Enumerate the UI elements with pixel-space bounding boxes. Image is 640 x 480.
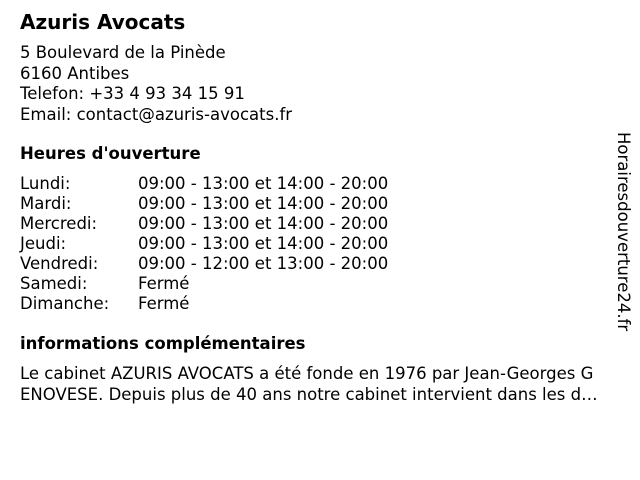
hours-row-monday <box>20 174 388 194</box>
hours-row-tuesday <box>20 194 388 214</box>
hours-row-sunday <box>20 294 388 314</box>
hours-row-wednesday <box>20 214 388 234</box>
hours-day-label: Lundi: <box>20 174 71 193</box>
hours-day-label: Vendredi: <box>20 254 99 273</box>
hours-day-label: Dimanche: <box>20 294 110 313</box>
hours-day-label: Mercredi: <box>20 214 98 233</box>
hours-time-value: Fermé <box>138 274 190 293</box>
site-watermark: Horairesdouverture24.fr <box>614 132 633 332</box>
additional-info-heading: informations complémentaires <box>20 334 306 353</box>
hours-day-label: Jeudi: <box>20 234 67 253</box>
info-text-line-1: Le cabinet AZURIS AVOCATS a été fonde en 1976 par Jean-Georges G <box>20 364 594 383</box>
hours-row-thursday <box>20 234 388 254</box>
business-name: Azuris Avocats <box>20 10 186 34</box>
hours-day-label: Mardi: <box>20 194 72 213</box>
address-line-street: 5 Boulevard de la Pinède <box>20 43 226 62</box>
info-text-line-2: ENOVESE. Depuis plus de 40 ans notre cabinet intervient dans les d… <box>20 384 598 404</box>
hours-time-value: 09:00 - 13:00 et 14:00 - 20:00 <box>138 174 389 193</box>
hours-time-value: 09:00 - 13:00 et 14:00 - 20:00 <box>138 234 389 253</box>
email-text: Email: contact@azuris-avocats.fr <box>20 104 293 124</box>
opening-hours-table <box>20 174 388 314</box>
hours-time-value: 09:00 - 12:00 et 13:00 - 20:00 <box>138 254 389 273</box>
address-line-city: 6160 Antibes <box>20 63 130 83</box>
hours-time-value: 09:00 - 13:00 et 14:00 - 20:00 <box>138 214 389 233</box>
hours-day-label: Samedi: <box>20 274 88 293</box>
phone-text: Telefon: +33 4 93 34 15 91 <box>20 84 245 103</box>
hours-row-saturday <box>20 274 388 294</box>
opening-hours-heading: Heures d'ouverture <box>20 144 201 163</box>
additional-info-text <box>20 364 632 405</box>
hours-time-value: Fermé <box>138 294 190 313</box>
hours-row-friday <box>20 254 388 274</box>
contact-block <box>20 43 292 125</box>
hours-time-value: 09:00 - 13:00 et 14:00 - 20:00 <box>138 194 389 213</box>
